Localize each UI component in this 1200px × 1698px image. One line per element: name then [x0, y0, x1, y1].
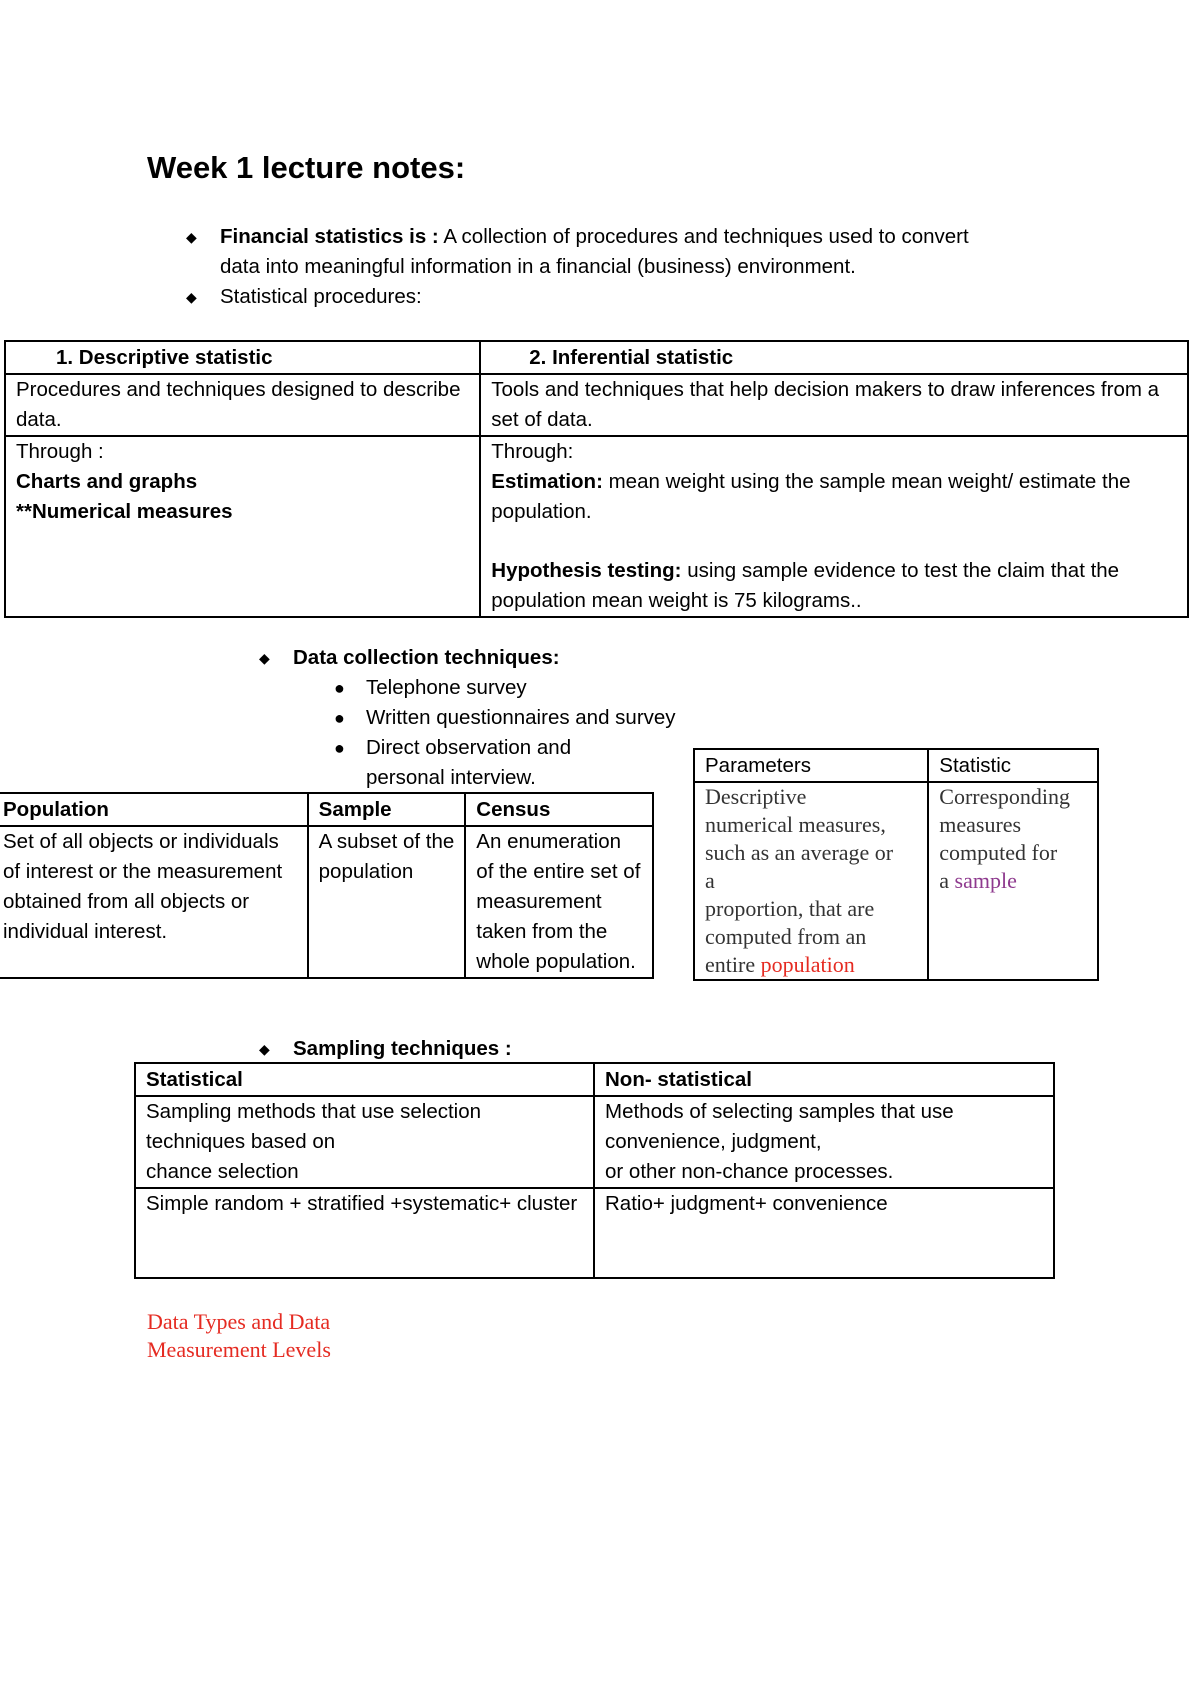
diamond-bullet-icon: ◆ — [186, 229, 197, 245]
data-collection-item: ● Direct observation and — [366, 733, 571, 763]
inferential-through-label: Through: — [491, 440, 574, 463]
non-statistical-header: Non- statistical — [594, 1063, 1054, 1096]
sample-definition: A subset of the population — [308, 826, 466, 978]
parameters-definition: Descriptive numerical measures, such as an average or a proportion, that are computed from an entire population — [694, 782, 928, 980]
hypothesis-text: using sample evidence to test the claim that the population mean weight is 75 kilograms.. — [491, 559, 1120, 612]
bullet-sampling-techniques — [259, 1034, 512, 1064]
census-definition: An enumeration of the entire set of measurement taken from the whole population. — [465, 826, 653, 978]
hypothesis-item — [491, 556, 1177, 616]
bullet-financial-statistics — [186, 222, 1070, 282]
statistical-header: Statistical — [135, 1063, 594, 1096]
round-bullet-icon: ● — [334, 678, 345, 698]
round-bullet-icon: ● — [334, 738, 345, 758]
population-definition: Set of all objects or individuals of interest or the measurement obtained from all objects or individual interest. — [0, 826, 308, 978]
statistical-methods: Simple random + stratified +systematic+ cluster — [135, 1188, 594, 1278]
sampling-techniques-label: Sampling techniques : — [293, 1037, 512, 1060]
financial-statistics-text-2: data into meaningful information in a financial (business) environment. — [220, 255, 856, 278]
round-bullet-icon: ● — [334, 708, 345, 728]
estimation-item — [491, 467, 1177, 527]
descriptive-through-label: Through : — [16, 440, 104, 463]
inferential-through-cell — [480, 436, 1188, 617]
census-header: Census — [465, 793, 653, 826]
diamond-bullet-icon: ◆ — [259, 650, 270, 666]
population-link[interactable]: population — [760, 952, 855, 977]
data-collection-item-continued: personal interview. — [366, 766, 536, 789]
sample-link[interactable]: sample — [954, 868, 1017, 893]
descriptive-header: 1. Descriptive statistic — [5, 341, 480, 374]
financial-statistics-label: Financial statistics is : — [220, 225, 439, 248]
estimation-text: mean weight using the sample mean weight/ estimate the population. — [491, 470, 1131, 523]
data-collection-label: Data collection techniques: — [293, 646, 560, 669]
descriptive-definition: Procedures and techniques designed to describe data. — [5, 374, 480, 436]
data-types-link[interactable]: Data Types and Data Measurement Levels — [147, 1309, 331, 1362]
data-collection-item: ● Written questionnaires and survey — [366, 703, 676, 733]
sampling-table — [134, 1062, 1055, 1279]
inferential-header: 2. Inferential statistic — [480, 341, 1188, 374]
hypothesis-label: Hypothesis testing: — [491, 559, 682, 582]
population-header: Population — [0, 793, 308, 826]
estimation-label: Estimation: — [491, 470, 603, 493]
bullet-statistical-procedures — [186, 282, 422, 312]
statistical-procedures-text: Statistical procedures: — [220, 285, 422, 308]
procedures-table — [4, 340, 1189, 618]
sample-header: Sample — [308, 793, 466, 826]
bullet-data-collection — [259, 643, 560, 673]
non-statistical-definition: Methods of selecting samples that use convenience, judgment, or other non-chance processes. — [594, 1096, 1054, 1188]
page-title: Week 1 lecture notes: — [147, 150, 466, 185]
descriptive-through-cell — [5, 436, 480, 617]
numerical-measures-item: **Numerical measures — [16, 500, 233, 523]
diamond-bullet-icon: ◆ — [259, 1041, 270, 1057]
data-collection-item: ● Telephone survey — [366, 673, 527, 703]
parameters-table — [693, 748, 1099, 981]
financial-statistics-text: A collection of procedures and techniques used to convert — [438, 225, 969, 248]
charts-graphs-item: Charts and graphs — [16, 470, 198, 493]
non-statistical-methods: Ratio+ judgment+ convenience — [594, 1188, 1054, 1278]
inferential-definition: Tools and techniques that help decision makers to draw inferences from a set of data. — [480, 374, 1188, 436]
statistic-header: Statistic — [928, 749, 1098, 782]
statistic-definition: Corresponding measures computed for a sample — [928, 782, 1098, 980]
population-table — [0, 792, 654, 979]
parameters-header: Parameters — [694, 749, 928, 782]
diamond-bullet-icon: ◆ — [186, 289, 197, 305]
statistical-definition: Sampling methods that use selection techniques based on chance selection — [135, 1096, 594, 1188]
